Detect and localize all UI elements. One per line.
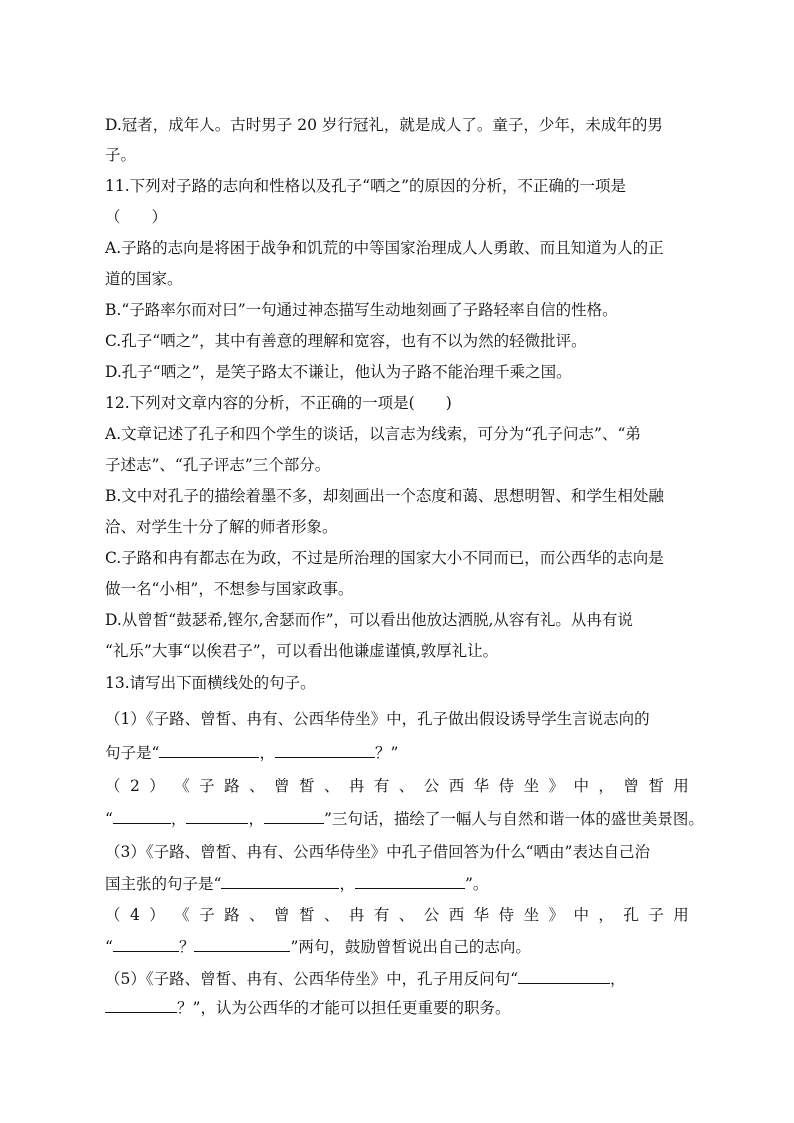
q13-item3-blank-1[interactable] [221,874,339,889]
q13-item2-comma-2: ， [248,810,264,828]
q12-option-a-line2: 子述志”、“孔子评志”三个部分。 [105,456,331,474]
q11-option-b: B.“子路率尔而对曰”一句通过神态描写生动地刻画了子路轻率自信的性格。 [105,301,618,319]
q13-item3-end: ”。 [464,875,489,893]
q13-item2-rest: ”三句话，描绘了一幅人与自然和谐一体的盛世美景图。 [323,810,704,828]
q13-item3-comma: ， [339,875,355,893]
q13-item4-line1: （ 4 ） 《 子 路 、 曾 皙 、 冉 有 、 公 西 华 侍 坐 》 中 ， 孔 子 用 [105,906,689,924]
q12-option-b-line1: B.文中对孔子的描绘着墨不多，却刻画出一个态度和蔼、思想明智、和学生相处融 [105,487,664,505]
q13-item1-comma: ， [259,744,275,762]
question-13-stem: 13.请写出下面横线处的句子。 [105,674,316,692]
q13-item2-blank-3[interactable] [264,809,324,824]
q13-item2-blank-2[interactable] [186,809,248,824]
q12-option-c-line1: C.子路和冉有都志在为政，不过是所治理的国家大小不同而已，而公西华的志向是 [105,549,664,567]
q13-item1-blank-2[interactable] [275,743,375,758]
q11-option-c: C.孔子“哂之”，其中有善意的理解和宽容，也有不以为然的轻微批评。 [105,332,587,350]
q12-option-a-line1: A.文章记述了孔子和四个学生的谈话，以言志为线索，可分为“孔子问志”、“弟 [105,425,641,443]
q11-option-a-line2: 道的国家。 [105,270,183,288]
option-d-q10-line1: D.冠者，成年人。古时男子 20 岁行冠礼，就是成人了。童子，少年，未成年的男 [105,116,663,134]
q13-item5-question-mark: ？ [177,999,193,1017]
q13-item4-question-mark: ？ [178,938,195,956]
q13-item4-rest: ”两句，鼓励曾皙说出自己的志向。 [290,938,531,956]
q13-item2-blank-1[interactable] [113,809,171,824]
question-11-answer-paren: （ ） [105,208,168,226]
question-11-stem: 11.下列对子路的志向和性格以及孔子“哂之”的原因的分析，不正确的一项是 [105,177,627,195]
option-d-q10-line2: 子。 [105,146,137,164]
q13-item1-end: ？” [374,744,399,762]
q13-item5-blank-2[interactable] [105,998,177,1013]
q13-item4-open-quote: “ [105,938,113,956]
q11-option-a-line1: A.子路的志向是将困于战争和饥荒的中等国家治理成人人勇敢、而且知道为人的正 [105,239,664,257]
q13-item3-prefix: 国主张的句子是“ [105,875,222,893]
q13-item5-blank-1[interactable] [518,969,610,984]
q11-option-d: D.孔子“哂之”，是笑子路太不谦让，他认为子路不能治理千乘之国。 [105,363,572,381]
q13-item5-rest: ”，认为公西华的才能可以担任更重要的职务。 [192,999,511,1017]
q12-option-d-line1: D.从曾皙“鼓瑟希,铿尔,舍瑟而作”，可以看出他放达洒脱,从容有礼。从冉有说 [105,611,633,629]
q13-item5-prefix: （5）《子路、曾皙、冉有、公西华侍坐》中，孔子用反问句“ [105,970,519,988]
q13-item5-line1 [105,968,626,990]
q13-item1-line2 [105,742,398,764]
q12-option-d-line2: “礼乐”大事“以俟君子”，可以看出他谦虚谨慎,敦厚礼让。 [105,642,499,660]
q13-item4-blank-1[interactable] [113,937,179,952]
q13-item3-blank-2[interactable] [355,874,465,889]
q13-item2-line1: （ 2 ） 《 子 路 、 曾 皙 、 冉 有 、 公 西 华 侍 坐 》 中 ， 曾 皙 用 [105,777,689,795]
q13-item2-line2 [105,808,704,830]
q13-item5-comma: ， [610,970,626,988]
q13-item5-line2 [105,997,510,1019]
q12-option-b-line2: 洽、对学生十分了解的师者形象。 [105,518,338,536]
q13-item4-blank-2[interactable] [194,937,290,952]
q13-item3-line2 [105,873,488,895]
q13-item2-open-quote: “ [105,810,113,828]
q12-option-c-line2: 做一名“小相”，不想参与国家政事。 [105,580,354,598]
q13-item1-line1: （1）《子路、曾皙、冉有、公西华侍坐》中，孔子做出假设诱导学生言说志向的 [105,710,650,728]
q13-item3-line1: （3）《子路、曾皙、冉有、公西华侍坐》中孔子借回答为什么“哂由”表达自己治 [105,843,650,861]
question-12-stem: 12.下列对文章内容的分析，不正确的一项是( ) [105,394,452,412]
q13-item1-blank-1[interactable] [159,743,259,758]
q13-item2-comma-1: ， [170,810,187,828]
q13-item1-prefix-text: 句子是“ [105,744,160,762]
q13-item4-line2 [105,936,531,958]
